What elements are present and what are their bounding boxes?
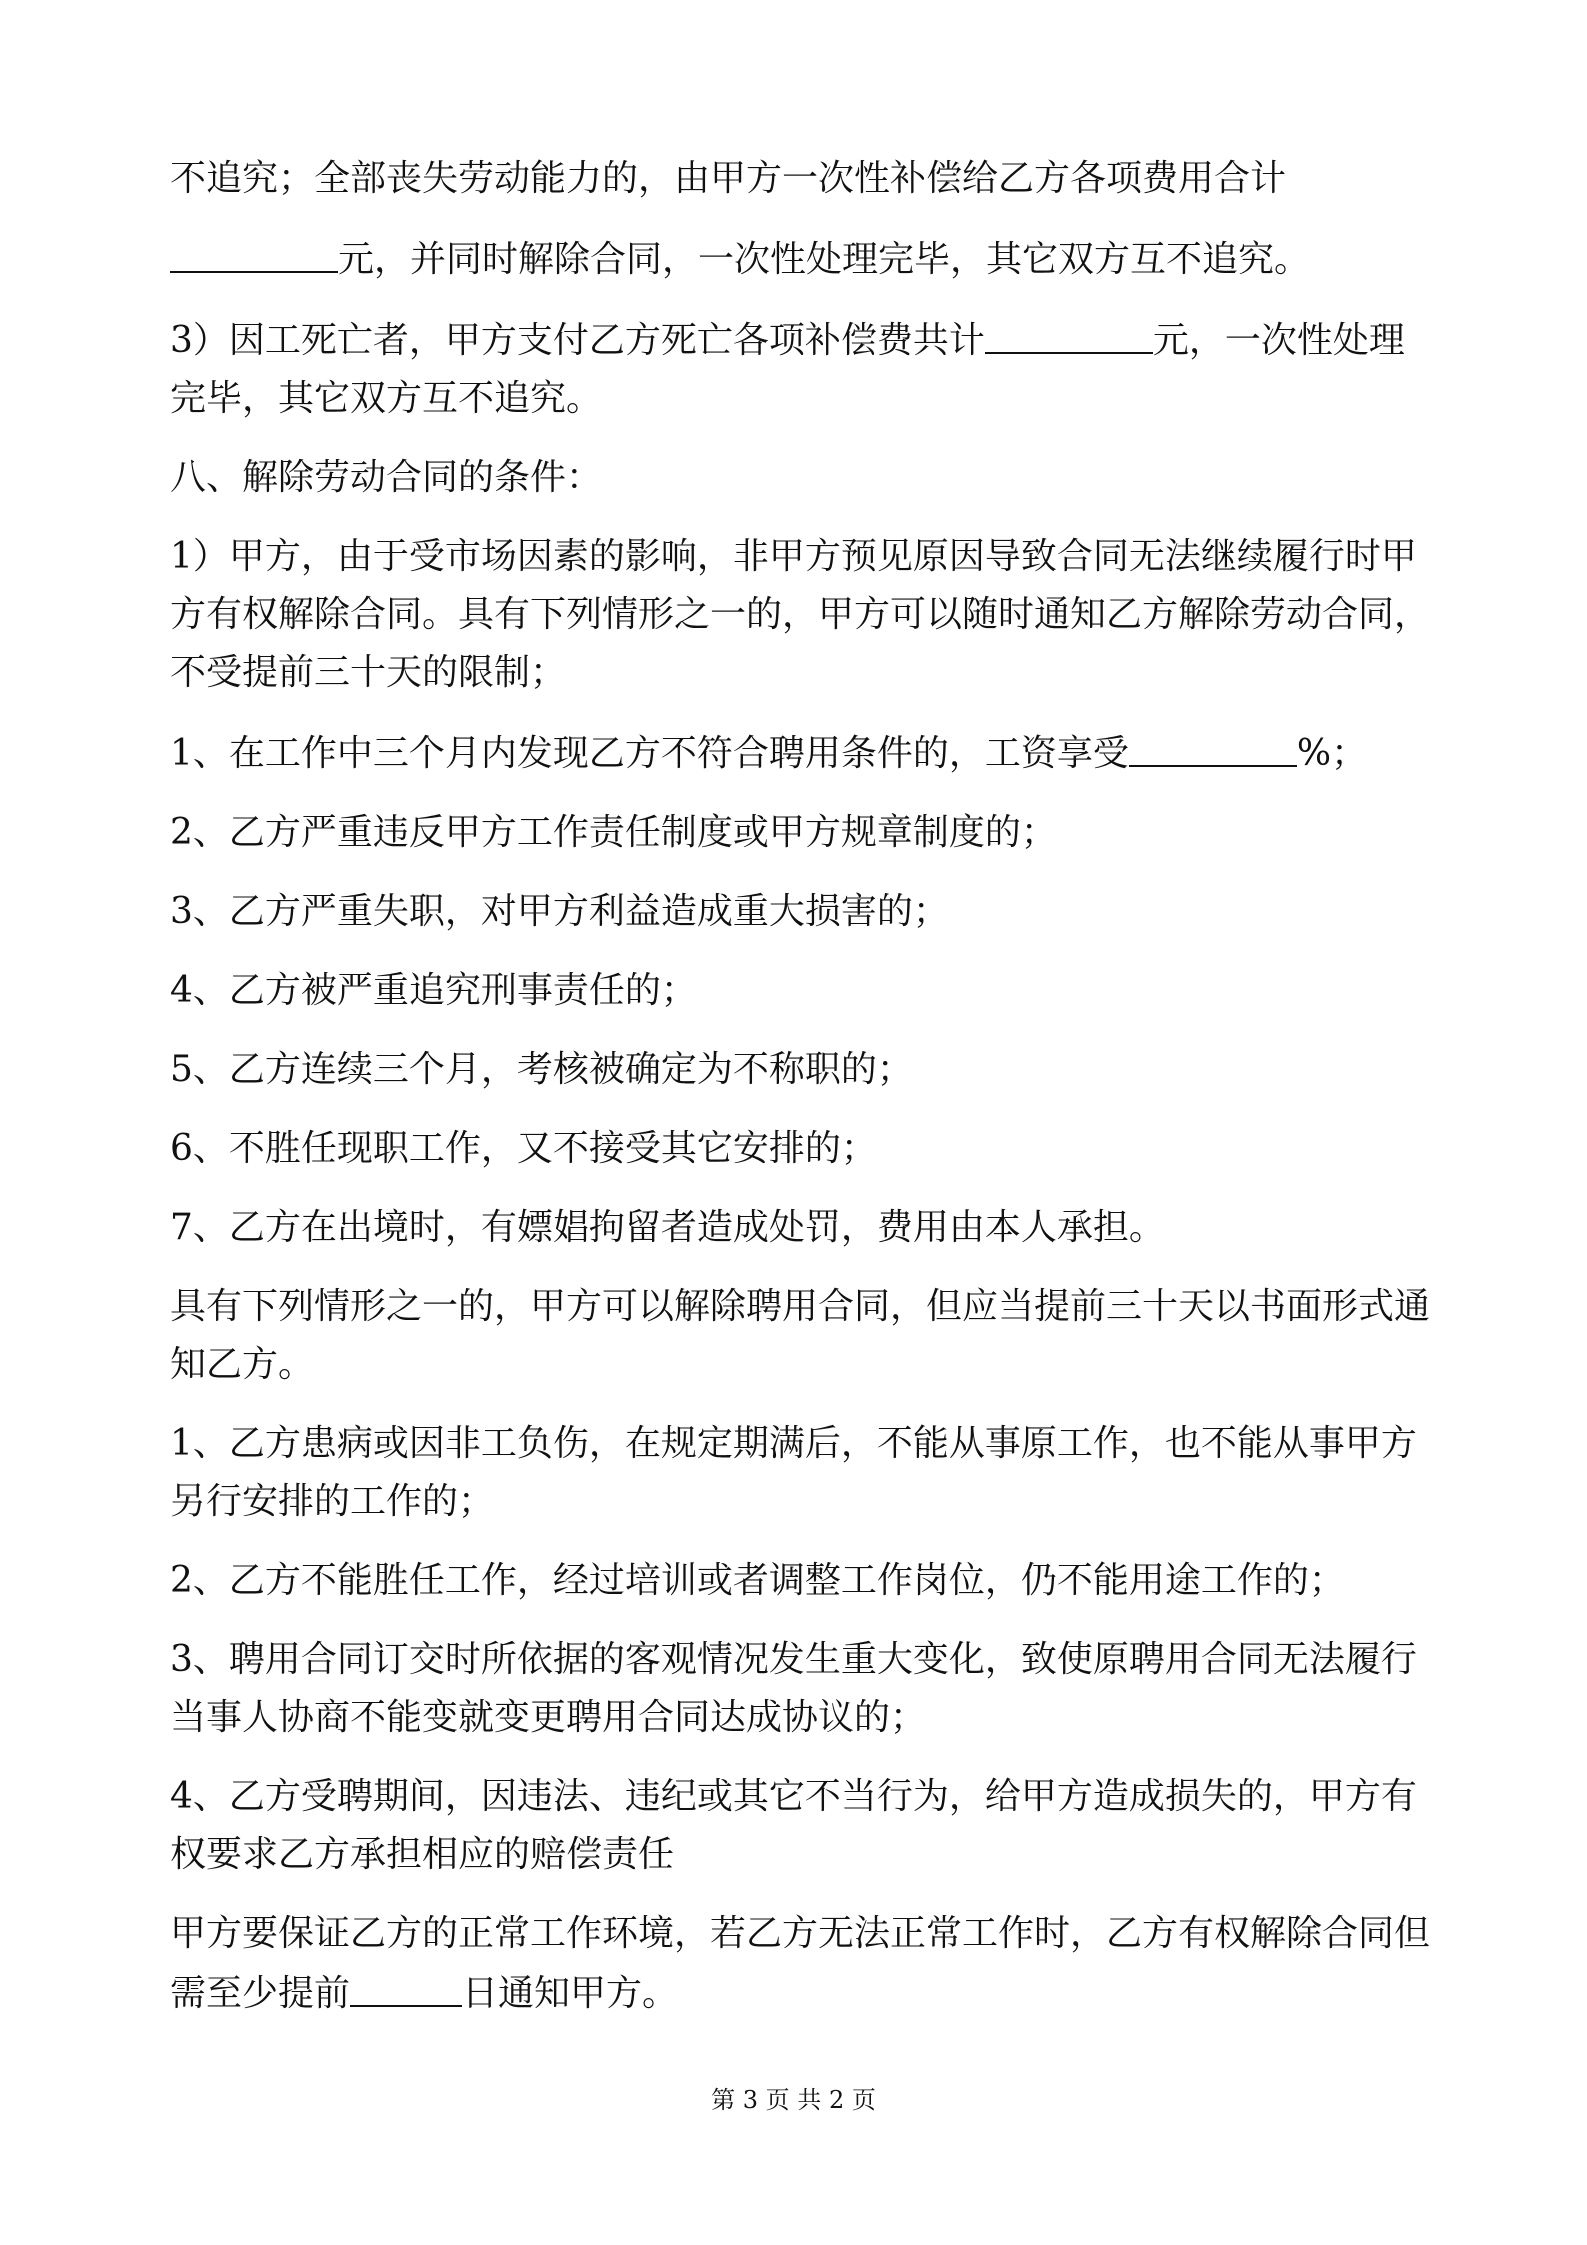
paragraph-text: 元，并同时解除合同，一次性处理完毕，其它双方互不追究。 <box>338 239 1311 280</box>
list-item-abroad-penalty: 7、乙方在出境时，有嫖娼拘留者造成处罚，费用由本人承担。 <box>170 1207 1165 1248</box>
document-page <box>170 150 1440 2080</box>
list-item-circumstance-change: 3、聘用合同订交时所依据的客观情况发生重大变化，致使原聘用合同无法履行当事人协商不能变就变更聘用合同达成协议的； <box>170 1639 1417 1738</box>
list-item-criminal-liability: 4、乙方被严重追究刑事责任的； <box>170 970 697 1011</box>
list-item-incompetent-review: 5、乙方连续三个月，考核被确定为不称职的； <box>170 1049 913 1090</box>
blank-death-compensation-amount <box>985 312 1153 354</box>
page-footer: 第 3 页 共 2 页 <box>711 2086 876 2114</box>
list-item-negligence: 3、乙方严重失职，对甲方利益造成重大损害的； <box>170 891 949 932</box>
list-item-unfit-for-work: 2、乙方不能胜任工作，经过培训或者调整工作岗位，仍不能用途工作的； <box>170 1560 1345 1601</box>
paragraph-text: %； <box>1296 733 1368 774</box>
section-heading-termination-conditions: 八、解除劳动合同的条件： <box>170 457 603 498</box>
paragraph-total-compensation <box>170 229 1440 289</box>
paragraph-employee-termination-right <box>170 1905 1440 2023</box>
list-item-illness: 1、乙方患病或因非工负伤，在规定期满后，不能从事原工作，也不能从事甲方另行安排的工作的； <box>170 1423 1417 1522</box>
paragraph-notice-termination: 具有下列情形之一的，甲方可以解除聘用合同，但应当提前三十天以书面形式通知乙方。 <box>170 1286 1431 1385</box>
paragraph-death-compensation <box>170 310 1440 428</box>
paragraph-employer-termination-right: 1）甲方，由于受市场因素的影响，非甲方预见原因导致合同无法继续履行时甲方有权解除合同。具有下列情形之一的，甲方可以随时通知乙方解除劳动合同，不受提前三十天的限制； <box>170 536 1431 693</box>
paragraph-disability-clause: 不追究；全部丧失劳动能力的，由甲方一次性补偿给乙方各项费用合计 <box>170 158 1287 199</box>
list-item-refuse-arrangement: 6、不胜任现职工作，又不接受其它安排的； <box>170 1128 877 1169</box>
paragraph-text: 日通知甲方。 <box>462 1973 679 2014</box>
blank-wage-percentage <box>1129 725 1297 767</box>
list-item-probation <box>170 723 1440 783</box>
paragraph-text: 3）因工死亡者，甲方支付乙方死亡各项补偿费共计 <box>170 320 985 361</box>
list-item-rule-violation: 2、乙方严重违反甲方工作责任制度或甲方规章制度的； <box>170 812 1057 853</box>
blank-notice-days <box>350 1965 462 2007</box>
paragraph-text: 1、在工作中三个月内发现乙方不符合聘用条件的，工资享受 <box>170 733 1129 774</box>
paragraph-text: 甲方要保证乙方的正常工作环境，若乙方无法正常工作时，乙方有权解除合同但需至少提前 <box>170 1913 1431 2014</box>
list-item-misconduct-loss: 4、乙方受聘期间，因违法、违纪或其它不当行为，给甲方造成损失的，甲方有权要求乙方承担相应的赔偿责任 <box>170 1776 1417 1875</box>
blank-compensation-amount <box>170 231 338 273</box>
paragraph-text: 元，一次性处理完毕，其它双方互不追究。 <box>170 320 1405 419</box>
